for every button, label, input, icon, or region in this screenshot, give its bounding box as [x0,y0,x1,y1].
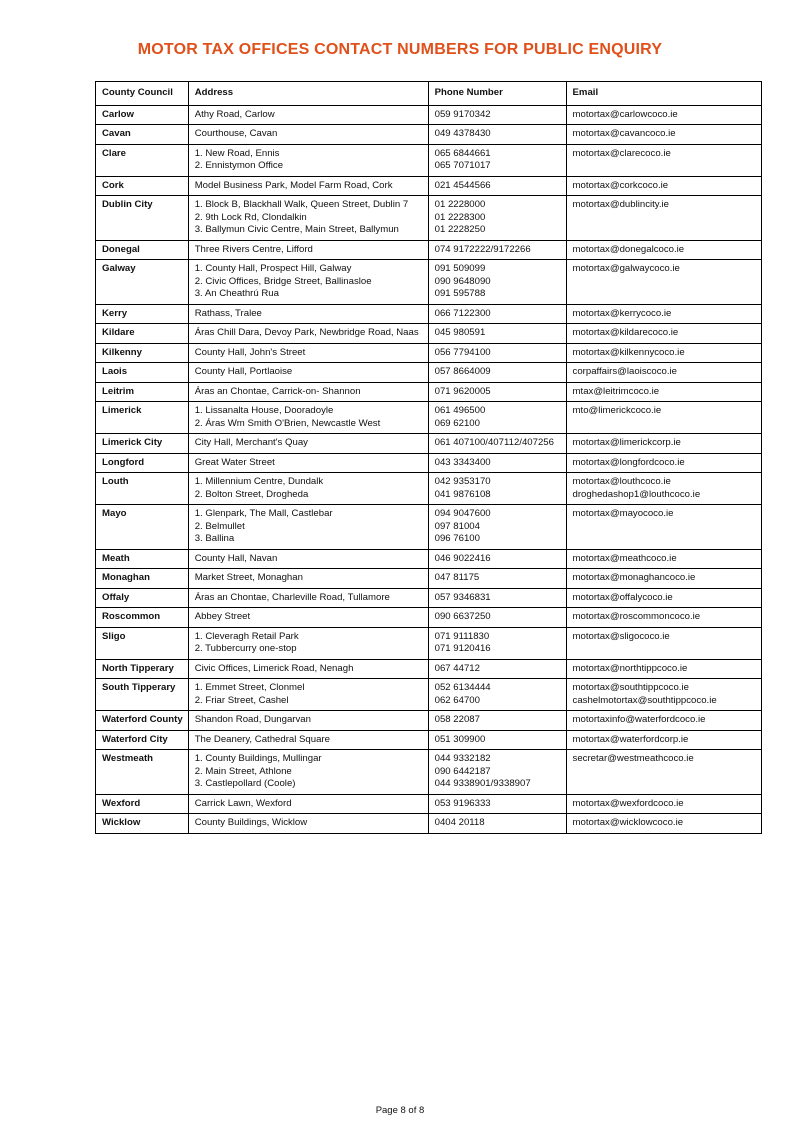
email-cell [566,240,761,260]
county-cell: Limerick [96,402,189,434]
address-line: Three Rivers Centre, Lifford [194,243,313,255]
phone-line: 090 9648090 [434,275,491,287]
phone-line: 065 6844661 [434,147,491,159]
email-cell [566,343,761,363]
address-cell [188,569,428,589]
table-row [96,176,762,196]
phone-line: 067 44712 [434,662,480,674]
email-cell [566,144,761,176]
phone-line: 071 9620005 [434,385,491,397]
email-line: motortax@meathcoco.ie [572,552,677,564]
county-cell: Wicklow [96,814,189,834]
address-line: 1. Emmet Street, Clonmel [194,682,305,693]
address-line: Model Business Park, Model Farm Road, Cork [194,179,393,191]
phone-line: 046 9022416 [434,552,491,564]
address-line: Abbey Street [194,611,251,622]
phone-cell [428,240,566,260]
email-line: droghedashop1@louthcoco.ie [572,488,701,500]
county-cell: Meath [96,549,189,569]
address-cell [188,304,428,324]
email-line: motortax@louthcoco.ie [572,476,671,487]
phone-line: 090 6442187 [434,765,491,777]
email-line: motortax@longfordcoco.ie [572,456,685,468]
email-line: motortax@roscommoncoco.ie [572,611,701,622]
phone-line: 0404 20118 [434,817,485,828]
table-row [96,473,762,505]
email-line: motortax@offalycoco.ie [572,591,673,603]
email-line: motortaxinfo@waterfordcoco.ie [572,714,706,725]
county-cell: Monaghan [96,569,189,589]
address-line: County Hall, Navan [194,552,278,564]
address-line: 2. Friar Street, Cashel [194,694,289,706]
address-cell [188,814,428,834]
county-cell: Cork [96,176,189,196]
email-line: motortax@kilkennycoco.ie [572,346,685,358]
email-cell [566,505,761,550]
table-row [96,679,762,711]
county-cell: Limerick City [96,434,189,454]
phone-line: 094 9047600 [434,508,491,519]
address-line: 1. Glenpark, The Mall, Castlebar [194,508,333,519]
address-cell [188,608,428,628]
phone-cell [428,402,566,434]
address-line: The Deanery, Cathedral Square [194,733,330,745]
phone-line: 062 64700 [434,694,480,706]
phone-cell [428,453,566,473]
address-cell [188,343,428,363]
address-cell [188,363,428,383]
page-title: MOTOR TAX OFFICES CONTACT NUMBERS FOR PUBLIC ENQUIRY [137,41,663,58]
email-line: motortax@sligococo.ie [572,630,670,642]
phone-line: 01 2228300 [434,211,486,223]
address-cell [188,176,428,196]
address-cell [188,324,428,344]
table-row [96,343,762,363]
county-cell: Longford [96,453,189,473]
email-line: motortax@kerrycoco.ie [572,307,672,319]
phone-cell [428,794,566,814]
address-line: 1. County Hall, Prospect Hill, Galway [194,263,352,274]
email-cell [566,260,761,305]
phone-line: 042 9353170 [434,476,491,487]
email-cell [566,679,761,711]
phone-cell [428,144,566,176]
table-row [96,549,762,569]
email-cell [566,304,761,324]
phone-line: 051 309900 [434,733,486,745]
address-cell [188,679,428,711]
email-line: mtax@leitrimcoco.ie [572,385,660,397]
phone-cell [428,304,566,324]
table-row [96,711,762,731]
table-row [96,750,762,795]
address-line: 3. Ballina [194,533,235,544]
phone-cell [428,105,566,125]
address-cell [188,627,428,659]
phone-cell [428,814,566,834]
phone-cell [428,176,566,196]
email-line: motortax@limerickcorp.ie [572,437,681,448]
table-row [96,144,762,176]
address-line: 2. Main Street, Athlone [194,765,292,777]
county-cell: Kilkenny [96,343,189,363]
address-cell [188,505,428,550]
table-row [96,304,762,324]
address-line: 1. New Road, Ennis [194,147,280,159]
email-cell [566,549,761,569]
email-line: motortax@donegalcoco.ie [572,243,685,255]
phone-line: 043 3343400 [434,456,491,468]
email-cell [566,363,761,383]
address-cell [188,659,428,679]
county-cell: Waterford County [96,711,189,731]
address-line: Carrick Lawn, Wexford [194,797,292,809]
address-line: 1. County Buildings, Mullingar [194,753,322,764]
phone-line: 044 9332182 [434,753,491,764]
phone-cell [428,343,566,363]
email-line: secretar@westmeathcoco.ie [572,753,694,764]
email-line: motortax@galwaycoco.ie [572,263,680,274]
address-line: Great Water Street [194,456,275,468]
email-line: motortax@wexfordcoco.ie [572,797,684,809]
table-row [96,240,762,260]
address-line: Athy Road, Carlow [194,108,275,120]
address-line: Civic Offices, Limerick Road, Nenagh [194,662,354,674]
table-row [96,125,762,145]
email-cell [566,473,761,505]
address-cell [188,453,428,473]
phone-line: 056 7794100 [434,346,491,358]
address-line: 1. Block B, Blackhall Walk, Queen Street, Dublin 7 [194,199,409,210]
phone-cell [428,324,566,344]
phone-line: 097 81004 [434,520,480,532]
phone-line: 044 9338901/9338907 [434,778,531,789]
address-line: 2. Bolton Street, Drogheda [194,488,309,500]
address-line: 2. Ennistymon Office [194,160,284,171]
phone-line: 053 9196333 [434,797,491,809]
phone-line: 045 980591 [434,327,486,338]
phone-cell [428,434,566,454]
address-cell [188,549,428,569]
phone-line: 090 6637250 [434,611,491,622]
address-line: Courthouse, Cavan [194,128,278,139]
email-line: mto@limerickcoco.ie [572,405,662,416]
phone-line: 047 81175 [434,572,480,583]
county-cell: Galway [96,260,189,305]
email-line: motortax@wicklowcoco.ie [572,817,684,828]
address-line: 2. 9th Lock Rd, Clondalkin [194,211,307,223]
address-cell [188,711,428,731]
email-cell [566,382,761,402]
phone-line: 091 509099 [434,263,486,274]
address-line: 3. Castlepollard (Coole) [194,778,296,789]
table-row [96,363,762,383]
email-cell [566,324,761,344]
county-cell: Laois [96,363,189,383]
table-row [96,659,762,679]
email-cell [566,750,761,795]
email-line: motortax@southtippcoco.ie [572,682,689,693]
phone-cell [428,659,566,679]
phone-cell [428,125,566,145]
address-cell [188,794,428,814]
address-line: 2. Civic Offices, Bridge Street, Ballinasloe [194,275,372,287]
county-cell: Mayo [96,505,189,550]
address-line: Áras an Chontae, Charleville Road, Tullamore [194,591,390,603]
table-row [96,402,762,434]
table-row [96,794,762,814]
email-cell [566,105,761,125]
phone-line: 066 7122300 [434,307,491,319]
county-cell: Cavan [96,125,189,145]
address-cell [188,240,428,260]
address-line: 2. Belmullet [194,520,245,532]
email-line: corpaffairs@laoiscoco.ie [572,366,678,377]
phone-line: 096 76100 [434,533,480,544]
address-cell [188,105,428,125]
email-line: motortax@mayococo.ie [572,508,674,519]
address-cell [188,750,428,795]
phone-line: 057 9346831 [434,591,491,603]
county-cell: Offaly [96,588,189,608]
phone-line: 01 2228000 [434,199,486,210]
county-cell: Carlow [96,105,189,125]
table-row [96,588,762,608]
county-cell: Leitrim [96,382,189,402]
address-line: County Hall, John's Street [194,346,306,358]
address-line: 1. Millennium Centre, Dundalk [194,476,324,487]
column-header-address: Address [188,82,428,106]
address-cell [188,434,428,454]
county-cell: North Tipperary [96,659,189,679]
email-cell [566,627,761,659]
email-cell [566,125,761,145]
email-line: motortax@carlowcoco.ie [572,108,678,120]
address-line: 3. Ballymun Civic Centre, Main Street, Ballymun [194,224,399,235]
address-cell [188,196,428,241]
phone-line: 071 9120416 [434,643,491,654]
phone-line: 059 9170342 [434,108,491,120]
phone-cell [428,196,566,241]
table-row [96,382,762,402]
table-row [96,324,762,344]
county-cell: Kildare [96,324,189,344]
address-line: Áras an Chontae, Carrick-on- Shannon [194,385,361,397]
email-cell [566,453,761,473]
county-cell: Louth [96,473,189,505]
address-line: 2. Tubbercurry one-stop [194,643,297,654]
county-cell: Clare [96,144,189,176]
address-line: City Hall, Merchant's Quay [194,437,308,448]
email-line: motortax@northtippcoco.ie [572,662,688,674]
table-row [96,105,762,125]
table-row [96,505,762,550]
email-line: motortax@waterfordcorp.ie [572,733,689,745]
column-header-phone: Phone Number [428,82,566,106]
email-line: motortax@monaghancoco.ie [572,572,696,583]
email-cell [566,711,761,731]
email-cell [566,814,761,834]
phone-line: 061 496500 [434,405,486,416]
email-cell [566,794,761,814]
phone-line: 061 407100/407112/407256 [434,437,554,448]
address-line: 1. Lissanalta House, Dooradoyle [194,405,334,416]
county-cell: Wexford [96,794,189,814]
phone-cell [428,608,566,628]
phone-cell [428,711,566,731]
address-cell [188,402,428,434]
address-line: 2. Áras Wm Smith O'Brien, Newcastle West [194,417,381,429]
county-cell: Dublin City [96,196,189,241]
address-line: Shandon Road, Dungarvan [194,714,311,725]
email-cell [566,608,761,628]
phone-cell [428,505,566,550]
address-cell [188,260,428,305]
email-cell [566,659,761,679]
phone-cell [428,382,566,402]
phone-line: 021 4544566 [434,179,491,191]
address-line: Market Street, Monaghan [194,572,303,583]
address-line: Rathass, Tralee [194,307,262,319]
email-cell [566,434,761,454]
phone-cell [428,363,566,383]
phone-line: 01 2228250 [434,224,486,235]
email-line: motortax@kildarecoco.ie [572,327,679,338]
email-line: motortax@clarecoco.ie [572,147,671,159]
address-line: 3. An Cheathrú Rua [194,288,279,299]
phone-line: 052 6134444 [434,682,491,693]
table-row [96,196,762,241]
table-row [96,627,762,659]
phone-line: 049 4378430 [434,128,491,139]
phone-cell [428,588,566,608]
phone-line: 069 62100 [434,417,480,429]
column-header-county: County Council [96,82,189,106]
email-line: motortax@dublincity.ie [572,199,670,210]
phone-cell [428,627,566,659]
address-cell [188,382,428,402]
table-row [96,608,762,628]
county-cell: Westmeath [96,750,189,795]
phone-line: 065 7071017 [434,160,491,171]
email-line: cashelmotortax@southtippcoco.ie [572,694,717,706]
table-row [96,453,762,473]
email-cell [566,569,761,589]
address-cell [188,473,428,505]
phone-line: 057 8664009 [434,366,491,377]
table-row [96,730,762,750]
address-line: 1. Cleveragh Retail Park [194,630,299,642]
address-cell [188,144,428,176]
phone-cell [428,473,566,505]
address-line: County Buildings, Wicklow [194,817,308,828]
email-line: motortax@cavancoco.ie [572,128,676,139]
phone-cell [428,549,566,569]
table-row [96,814,762,834]
page-number: Page 8 of 8 [375,1105,425,1116]
address-cell [188,125,428,145]
table-row [96,260,762,305]
email-line: motortax@corkcoco.ie [572,179,669,191]
address-cell [188,730,428,750]
phone-line: 071 9111830 [434,630,490,642]
email-cell [566,196,761,241]
email-cell [566,176,761,196]
address-cell [188,588,428,608]
county-cell: Donegal [96,240,189,260]
table-body [96,105,762,833]
county-cell: Roscommon [96,608,189,628]
contact-table [95,81,762,834]
email-cell [566,402,761,434]
column-header-email: Email [566,82,761,106]
table-row [96,434,762,454]
phone-cell [428,750,566,795]
phone-line: 041 9876108 [434,488,491,500]
phone-line: 091 595788 [434,288,486,299]
phone-cell [428,730,566,750]
email-cell [566,730,761,750]
address-line: County Hall, Portlaoise [194,366,293,377]
county-cell: South Tipperary [96,679,189,711]
address-line: Áras Chill Dara, Devoy Park, Newbridge Road, Naas [194,327,419,338]
table-header-row [96,82,762,106]
phone-cell [428,679,566,711]
phone-line: 058 22087 [434,714,480,725]
table-row [96,569,762,589]
email-cell [566,588,761,608]
phone-line: 074 9172222/9172266 [434,243,531,255]
county-cell: Kerry [96,304,189,324]
phone-cell [428,260,566,305]
phone-cell [428,569,566,589]
county-cell: Sligo [96,627,189,659]
county-cell: Waterford City [96,730,189,750]
